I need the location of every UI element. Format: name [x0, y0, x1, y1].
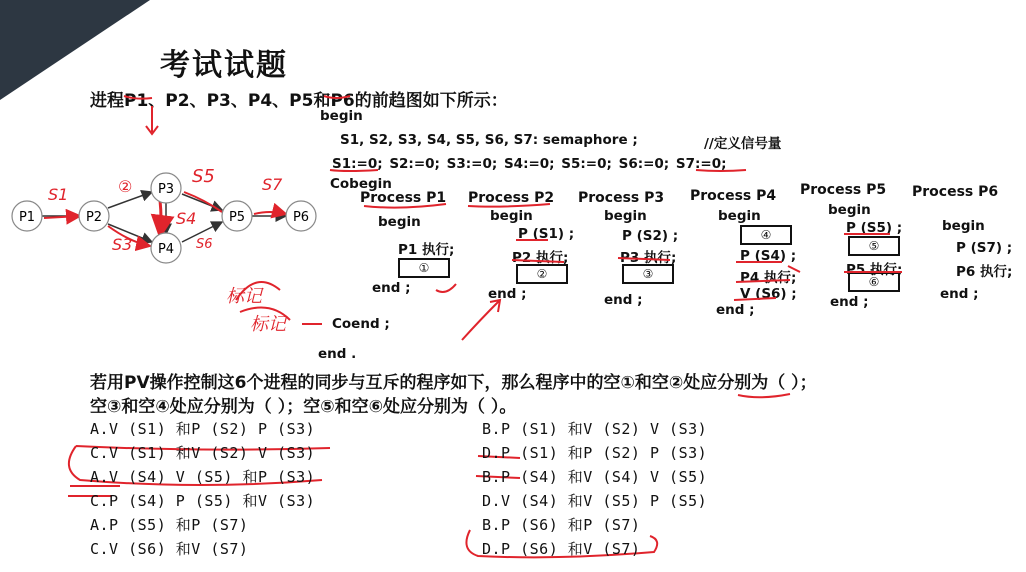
option-1b[interactable]: B.P (S1) 和V (S2) V (S3) [482, 420, 708, 438]
process-p5-line1: P (S5) ; [846, 220, 903, 236]
process-p2-end: end ; [488, 286, 527, 302]
process-p3-line1: P (S2) ; [622, 228, 679, 244]
code-end: end . [318, 346, 357, 362]
process-p5-header: Process P5 [800, 182, 887, 198]
precedence-graph [0, 150, 340, 290]
node-p4: P4 [157, 242, 175, 257]
option-1a[interactable]: A.V (S1) 和P (S2) P (S3) [90, 420, 316, 438]
process-p4-header: Process P4 [690, 188, 777, 204]
svg-text:S1: S1 [48, 185, 69, 204]
svg-text:S5: S5 [192, 166, 215, 187]
option-3c[interactable]: C.V (S6) 和V (S7) [90, 540, 249, 558]
blank-4: ④ [740, 225, 792, 245]
blank-5: ⑤ [848, 236, 900, 256]
corner-decoration [0, 0, 150, 100]
node-p1: P1 [18, 210, 36, 225]
svg-text:②: ② [118, 177, 133, 196]
process-p4-begin: begin [718, 208, 761, 224]
process-p3-end: end ; [604, 292, 643, 308]
process-p6-end: end ; [940, 286, 979, 302]
process-p6-line1: P (S7) ; [956, 240, 1013, 256]
question-line-1: 若用PV操作控制这6个进程的同步与互斥的程序如下，那么程序中的空①和空②处应分别为（ ）； [90, 373, 817, 393]
process-p6-begin: begin [942, 218, 985, 234]
code-coend: Coend ; [332, 316, 390, 332]
option-1c[interactable]: C.V (S1) 和V (S2) V (S3) [90, 444, 316, 462]
node-p3: P3 [157, 182, 175, 197]
svg-text:S6: S6 [196, 237, 213, 252]
process-p2-line1: P (S1) ; [518, 226, 575, 242]
process-p2-line2: P2 执行; [512, 250, 569, 266]
process-p4-line1: P (S4) ; [740, 248, 797, 264]
option-2a[interactable]: A.V (S4) V (S5) 和P (S3) [90, 468, 316, 486]
process-p3-header: Process P3 [578, 190, 665, 206]
code-begin: begin [320, 108, 363, 124]
code-comment: //定义信号量 [704, 136, 782, 152]
question-line-2: 空③和空④处应分别为（ ）；空⑤和空⑥处应分别为（ ）。 [90, 397, 517, 417]
option-3a[interactable]: A.P (S5) 和P (S7) [90, 516, 249, 534]
code-cobegin: Cobegin [330, 176, 392, 192]
svg-text:标记: 标记 [226, 286, 262, 307]
process-p4-end: end ; [716, 302, 755, 318]
code-declaration: S1, S2, S3, S4, S5, S6, S7: semaphore ; [340, 132, 638, 148]
svg-text:S7: S7 [262, 175, 283, 194]
process-p3-begin: begin [604, 208, 647, 224]
blank-6: ⑥ [848, 272, 900, 292]
blank-3: ③ [622, 264, 674, 284]
process-p2-begin: begin [490, 208, 533, 224]
node-p6: P6 [292, 210, 310, 225]
process-p1-begin: begin [378, 214, 421, 230]
option-1d[interactable]: D.P (S1) 和P (S2) P (S3) [482, 444, 708, 462]
process-p1-end: end ; [372, 280, 411, 296]
option-2c[interactable]: C.P (S4) P (S5) 和V (S3) [90, 492, 316, 510]
process-p1-line: P1 执行; [398, 242, 455, 258]
node-p5: P5 [228, 210, 246, 225]
blank-2: ② [516, 264, 568, 284]
process-p1-header: Process P1 [360, 190, 447, 206]
slide-title: 考试试题 [160, 48, 288, 83]
process-p5-begin: begin [828, 202, 871, 218]
node-p2: P2 [85, 210, 103, 225]
process-p2-header: Process P2 [468, 190, 555, 206]
svg-text:标记: 标记 [250, 314, 286, 335]
svg-text:S3: S3 [112, 235, 133, 254]
blank-1: ① [398, 258, 450, 278]
option-2d[interactable]: D.V (S4) 和V (S5) P (S5) [482, 492, 708, 510]
option-2b[interactable]: B.P (S4) 和V (S4) V (S5) [482, 468, 708, 486]
option-3b[interactable]: B.P (S6) 和P (S7) [482, 516, 641, 534]
process-p6-header: Process P6 [912, 184, 999, 200]
option-3d[interactable]: D.P (S6) 和V (S7) [482, 540, 641, 558]
svg-text:S4: S4 [176, 209, 197, 228]
process-p4-line3: V (S6) ; [740, 286, 797, 302]
intro-text: 进程P1、P2、P3、P4、P5和P6的前趋图如下所示： [90, 91, 508, 111]
code-init: S1:=0; S2:=0; S3:=0; S4:=0; S5:=0; S6:=0; S7:=0; [332, 156, 727, 172]
process-p3-line2: P3 执行; [620, 250, 677, 266]
annotation-arrow [140, 104, 164, 138]
process-p4-line2: P4 执行; [740, 270, 797, 286]
process-p5-end: end ; [830, 294, 869, 310]
process-p6-line2: P6 执行; [956, 264, 1013, 280]
process-p5-line2: P5 执行; [846, 262, 903, 278]
